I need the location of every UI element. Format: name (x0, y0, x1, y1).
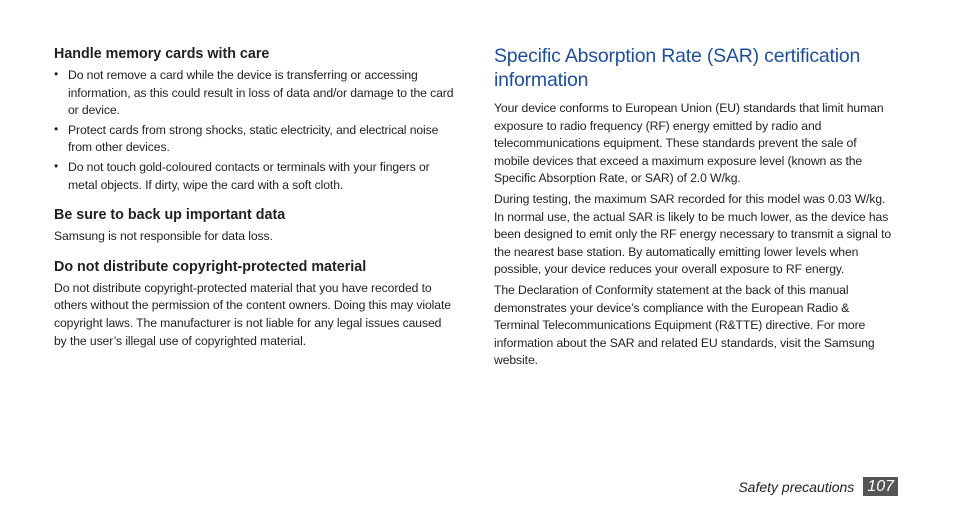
section-backup (54, 205, 454, 246)
bullet-text: Protect cards from strong shocks, static electricity, and electrical noise from other devices. (68, 122, 439, 155)
right-column (494, 44, 894, 373)
bullet-item (54, 67, 454, 120)
section-text: Samsung is not responsible for data loss. (54, 229, 273, 244)
section-copyright (54, 257, 454, 350)
bullet-icon: • (54, 158, 59, 173)
sar-paragraph: Your device conforms to European Union (EU) standards that limit human exposure to radio frequency (RF) energy emitted by radio and telecommunications equipment. These standards prevent the sale of mobile devices that exceed a maximum exposure level (known as the Specific Absorption Rate, or SAR) of 2.0 W/kg. (494, 101, 884, 186)
left-column (54, 44, 454, 361)
sar-paragraph: During testing, the maximum SAR recorded for this model was 0.03 W/kg. In normal use, the actual SAR is likely to be much lower, as the device has been designed to emit only the RF energy necessary to transmit a signal to the nearest base station. By automatically emitting lower levels when possible, your device reduces your overall exposure to RF energy. (494, 191, 892, 277)
page-number-badge: 107 (863, 477, 898, 496)
bullet-list (54, 67, 454, 194)
section-text: Do not distribute copyright-protected material that you have recorded to others without the permission of the content owners. Doing this may violate copyright laws. The manufacturer is not liable for any legal issues caused by the user’s illegal use of copyrighted material. (54, 280, 451, 348)
bullet-text: Do not touch gold-coloured contacts or terminals with your fingers or metal objects. If dirty, wipe the card with a soft cloth. (68, 159, 430, 192)
section-title: Be sure to back up important data (54, 207, 286, 224)
bullet-icon: • (54, 121, 59, 136)
bullet-item (54, 159, 454, 194)
footer-section-label: Safety precautions (738, 478, 855, 495)
bullet-text: Do not remove a card while the device is transferring or accessing information, as this could result in loss of data and/or damage to the card or device. (68, 68, 454, 118)
page-footer (738, 477, 898, 496)
section-memory-cards (54, 44, 454, 194)
bullet-icon: • (54, 67, 59, 81)
section-title: Do not distribute copyright-protected material (54, 258, 367, 275)
bullet-item (54, 122, 454, 157)
section-title: Handle memory cards with care (54, 46, 270, 62)
sar-title: Specific Absorption Rate (SAR) certification information (494, 45, 861, 91)
sar-paragraph: The Declaration of Conformity statement at the back of this manual demonstrates your device’s compliance with the European Radio & Terminal Telecommunications Equipment (R&TTE) directive. For more information about the SAR and related EU standards, visit the Samsung website. (494, 282, 875, 368)
